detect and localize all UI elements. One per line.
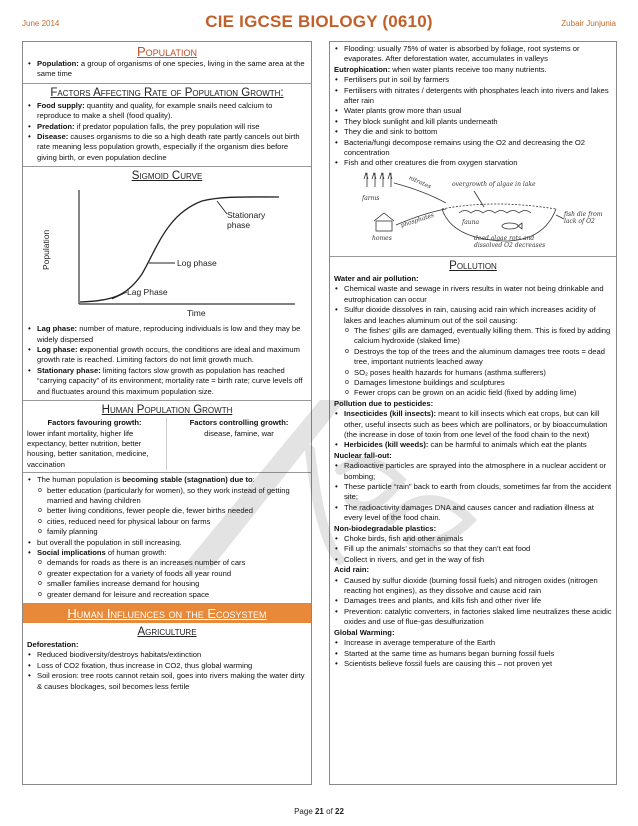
current-page: 21 [314,807,324,816]
acid-effect-sub: o Destroys the top of the trees and the aluminum damages tree roots = dead tree, important nutrients leached away [334,347,612,368]
stagnation-sub: o family planning [27,527,307,537]
increase-item: • but overall the population in still increasing. [27,538,307,548]
stationary-phase-item: • Stationary phase: limiting factors slow growth as population has reached “carrying capacity” of its environment; mortality rate = birth rate; curve levels off and fluctuates around this maximum population size. [27,366,307,397]
stagnation-sub: o better education (particularly for women), so they work instead of getting married and having children [27,486,307,507]
human-influences-banner: Human Influences on the Ecosystem [23,604,311,623]
dead-algae-label: dead algae rots and dissolved O2 decreases [474,234,546,249]
fish-die-label: fish die from lack of O2 [564,210,603,225]
stagnation-item: • The human population is becoming stable (stagnation) due to: [27,475,307,485]
herbicides-item: • Herbicides (kill weeds): can be harmful to animals which eat the plants [334,440,612,450]
favouring-text: lower infant mortality, higher life expectancy, better nutrition, better housing, better sanitation, medicine, vaccination [27,428,149,469]
acid-effect-sub: o Fewer crops can be grown on an acidic field (fixed by adding lime) [334,388,612,398]
social-sub: o greater demand for leisure and recreation space [27,590,307,600]
population-box [23,42,311,84]
y-axis-label: Population [41,230,51,271]
favouring-head: Factors favouring growth: [47,418,142,428]
log-label: Log phase [177,258,217,269]
nuclear-item: • Radioactive particles are sprayed into the atmosphere in a nuclear accident or bombing; [334,461,612,482]
eutro-item: • Fish and other creatures die from oxygen starvation [334,158,612,168]
social-sub: o smaller families increase demand for housing [27,579,307,589]
deforestation-item: • Reduced biodiversity/destroys habitats/extinction [27,650,307,660]
pesticides-head: Pollution due to pesticides: [334,398,434,408]
stationary-label: Stationary phase [227,210,266,231]
eutro-item: • Water plants grow more than usual [334,106,612,116]
eutro-item: • Fertilisers with nitrates / detergents with phosphates leach into rivers and lakes after rain [334,86,612,107]
eutrophication-def: Eutrophication: when water plants receive too many nutrients. [334,64,547,74]
nuclear-item: • The radioactivity damages DNA and causes cancer and radiation illness at every level of the food chain. [334,503,612,524]
growth-factors-table [27,418,307,470]
pollution-box [330,257,616,672]
population-definition: • Population: a group of organisms of one species, living in the same area at the same time [27,59,307,80]
stationary-pointer [217,201,227,214]
human-growth-box [23,401,311,473]
stagnation-box [23,473,311,604]
eutro-item: • Fertilisers put in soil by farmers [334,75,612,85]
deforestation-item: • Loss of CO2 fixation, thus increase in CO2, thus global warming [27,661,307,671]
lag-pointer [112,292,127,299]
factors-box [23,84,311,167]
social-sub: o demands for roads as there is an increases number of cars [27,558,307,568]
global-warming-item: • Increase in average temperature of the Earth [334,638,612,648]
human-growth-title: Human Population Growth [101,404,233,417]
phosphates-label: phosphates [399,211,435,230]
sigmoid-box [23,167,311,401]
controlling-column [167,418,307,470]
stagnation-sub: o better living conditions, fewer people die, fewer births needed [27,506,307,516]
factors-title: Factors Affecting Rate of Population Growth: [50,86,284,99]
eutro-item: • They block sunlight and kill plants underneath [334,117,612,127]
acid-effect-sub: o The fishes’ gills are damaged, eventually killing them. This is fixed by adding calcium hydroxide (slaked lime) [334,326,612,347]
eutrophication-illustration [334,169,612,253]
factor-predation: • Predation: if predator population falls, the prey population will rise [27,122,307,132]
nuclear-head: Nuclear fall-out: [334,450,392,460]
left-column [22,41,312,785]
header-date: June 2014 [22,19,60,28]
plastic-item: • Fill up the animals’ stomachs so that they can’t eat food [334,544,612,554]
eutro-item: • Bacteria/fungi decompose remains using the O2 and decreasing the O2 concentration [334,138,612,159]
global-warming-head: Global Warming: [334,627,395,637]
lag-label: Lag Phase [127,287,168,298]
plastic-item: • Choke birds, fish and other animals [334,534,612,544]
deforestation-item: • Soil erosion: tree roots cannot retain soil, goes into rivers making the water dirty & causes blockages, soil becomes less fertile [27,671,307,692]
controlling-text: disease, famine, war [204,428,274,438]
acid-rain-item: • Prevention: catalytic converters, in factories slaked lime neutralizes these acidic oxides and use of flue-gas desulfurization [334,607,612,628]
total-pages: 22 [335,807,344,816]
acid-rain-head: Acid rain: [334,565,370,575]
air-pollution-head: Water and air pollution: [334,273,419,283]
acid-effect-sub: o SO₂ poses health hazards for humans (asthma sufferers) [334,368,612,378]
air-item: • Chemical waste and sewage in rivers results in water not being drinkable and eutrophication can occur [334,284,612,305]
favouring-column [27,418,167,470]
factor-disease: • Disease: causes organisms to die so a high death rate partly cancels out birth rate meaning less population growth, especially if the organism dies before giving birth, or even population decline [27,132,307,163]
pollution-title: Pollution [449,259,497,272]
nitrates-label: nitrates [407,174,433,191]
social-sub: o greater expectation for a variety of foods all year round [27,569,307,579]
sigmoid-graph [27,184,307,324]
homes-label: homes [372,234,392,242]
overgrowth-label: overgrowth of algae in lake [452,180,536,188]
flooding-item: • Flooding: usually 75% of water is absorbed by foliage, root systems or evaporates. After deforestation water, accumulates in valleys [334,44,612,65]
page-footer: Page 21 of 22 [294,807,344,816]
right-column [329,41,617,785]
global-warming-item: • Scientists believe fossil fuels are causing this – not proven yet [334,659,612,669]
farms-label: farms [362,194,380,202]
agriculture-title: Agriculture [137,626,197,638]
factor-food: • Food supply: quantity and quality, for example snails need calcium to reproduce to make a shell (food quality). [27,101,307,122]
controlling-head: Factors controlling growth: [189,418,289,428]
sigmoid-curve-svg [27,184,307,324]
global-warming-item: • Started at the same time as humans began burning fossil fuels [334,649,612,659]
document-title: CIE IGCSE BIOLOGY (0610) [205,12,433,31]
lag-phase-item: • Lag phase: number of mature, reproducing individuals is low and they may be widely dispersed [27,324,307,345]
log-phase-item: • Log phase: exponential growth occurs, the conditions are ideal and maximum growth rate is reached. Limiting factors do not limit growth much. [27,345,307,366]
header-author: Zubair Junjunia [561,19,616,28]
deforestation-head: Deforestation: [27,640,79,649]
social-item: • Social implications of human growth: [27,548,307,558]
air-item: • Sulfur dioxide dissolves in rain, causing acid rain which increases acidity of lakes and leaches aluminum out of the soil causing: [334,305,612,326]
stagnation-sub: o cities, reduced need for physical labour on farms [27,517,307,527]
x-axis-label: Time [187,308,206,319]
acid-rain-item: • Caused by sulfur dioxide (burning fossil fuels) and nitrogen oxides (nitrogen reacting hot engines), as they dissolve and cause acid rain [334,576,612,597]
fauna-label: fauna [462,218,480,226]
page-header [22,12,616,34]
nuclear-item: • These particle “rain” back to earth from clouds, sometimes far from the accident site; [334,482,612,503]
sigmoid-title: Sigmoid Curve [131,170,203,183]
insecticides-item: • Insecticides (kill insects): meant to kill insects which eat crops, but can kill other, useful insects such as bees which are pollinators, or by bioaccumulation (the increase in dose of toxin from one level of the food chain to the next) [334,409,612,440]
acid-effect-sub: o Damages limestone buildings and sculptures [334,378,612,388]
acid-rain-item: • Damages trees and plants, and kills fish and other river life [334,596,612,606]
plastic-item: • Collect in rivers, and get in the way of fish [334,555,612,565]
eutrophication-box [330,42,616,257]
eutro-item: • They die and sink to bottom [334,127,612,137]
population-title: Population [136,44,197,59]
plastics-head: Non-biodegradable plastics: [334,523,437,533]
agriculture-box [23,623,311,695]
